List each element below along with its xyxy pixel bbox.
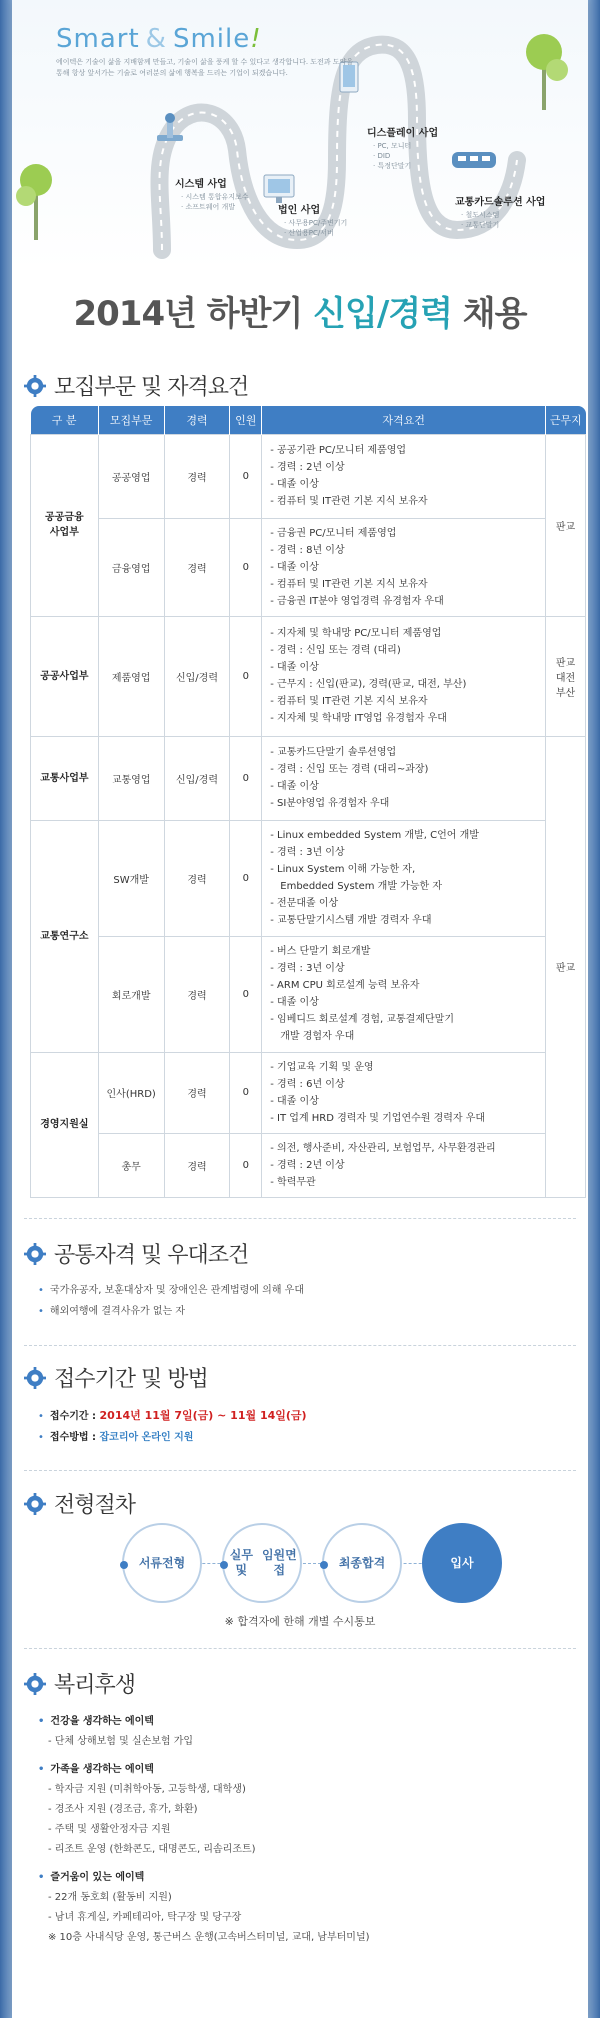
business-display: 디스플레이 사업 · PC, 모니터 · DID · 특정단말기 <box>367 128 439 170</box>
step-line: 실무 및 <box>229 1548 253 1577</box>
recruitment-page <box>12 0 588 2018</box>
count-cell: 0 <box>230 434 262 518</box>
category-cell <box>31 434 99 616</box>
section-apply-header <box>24 1362 208 1393</box>
section-title: 접수기간 및 방법 <box>54 1367 208 1392</box>
recruit-table <box>30 406 586 1198</box>
table-row <box>31 518 586 616</box>
dept-cell: 교통영업 <box>98 736 164 820</box>
location-line: 부산 <box>555 687 576 699</box>
table-row <box>31 434 586 518</box>
location-cell: 판교 <box>546 736 586 1197</box>
tree-icon-right <box>526 34 568 110</box>
section-common-header <box>24 1238 248 1269</box>
count-cell: 0 <box>230 518 262 616</box>
location-line: 대전 <box>555 672 576 684</box>
welfare-group-title: • 즐거움이 있는 에이텍 <box>38 1872 145 1883</box>
section-title: 복리후생 <box>54 1673 136 1698</box>
header-requirements: 자격요건 <box>262 406 546 434</box>
category-cell: 공공사업부 <box>31 616 99 736</box>
list-item: • 국가유공자, 보훈대상자 및 장애인은 관계법령에 의해 우대 <box>38 1285 304 1296</box>
section-welfare-header <box>24 1668 135 1699</box>
step-pin-icon <box>120 1561 128 1569</box>
dept-cell: SW개발 <box>98 820 164 936</box>
gear-icon <box>24 1673 46 1695</box>
apply-period: • 접수기간 : 2014년 11월 7일(금) ~ 11월 14일(금) <box>38 1409 307 1422</box>
table-row <box>31 820 586 936</box>
tree-icon-left <box>16 164 52 240</box>
business-corporate: 법인 사업 · 사무용PC/주변기기 · 산업용PC/서버 <box>278 205 348 237</box>
table-row <box>31 616 586 736</box>
career-cell: 경력 <box>164 434 230 518</box>
list-item: - 단체 상해보험 및 실손보험 가입 <box>48 1736 194 1747</box>
table-row <box>31 736 586 820</box>
list-item: ※ 10층 사내식당 운영, 통근버스 운행(고속버스터미널, 교대, 남부터미널) <box>48 1932 370 1943</box>
header-location: 근무지 <box>546 406 586 434</box>
dept-cell: 금융영업 <box>98 518 164 616</box>
career-cell: 경력 <box>164 1133 230 1197</box>
table-row <box>31 1052 586 1133</box>
category-cell: 교통연구소 <box>31 820 99 1052</box>
table-header-row <box>31 406 586 434</box>
requirements-cell: - 의전, 행사준비, 자산관리, 보험업무, 사무환경관리 - 경력 : 2년 이상 - 학력무관 <box>262 1133 546 1197</box>
count-cell: 0 <box>230 820 262 936</box>
section-title: 모집부문 및 자격요건 <box>54 375 249 400</box>
requirements-cell: - 공공기관 PC/모니터 제품영업 - 경력 : 2년 이상 - 대졸 이상 - 컴퓨터 및 IT관련 기본 지식 보유자 <box>262 434 546 518</box>
dept-cell: 공공영업 <box>98 434 164 518</box>
gear-icon <box>24 1493 46 1515</box>
hero-tagline: 에이텍은 기술이 삶을 지배함께 만들고, 기술이 삶을 풍케 할 수 있다고 생각합니다. 도전과 도약을 통해 항상 앞서가는 기술로 여러분의 삶에 행복을 드리는 기업이 되겠습니다. <box>56 58 354 77</box>
category-cell: 경영지원실 <box>31 1052 99 1197</box>
step-document-screening: 서류전형 <box>122 1523 202 1603</box>
list-item: - 리조트 운영 (한화콘도, 대명콘도, 리솜리조트) <box>48 1844 256 1855</box>
career-cell: 경력 <box>164 518 230 616</box>
page-title: 2014년 하반기 신입/경력 채용 <box>73 294 527 334</box>
location-line: 판교 <box>555 657 576 669</box>
business-transit-card: 교통카드솔루션 사업 · 철도시스템 · 교통단말기 <box>455 197 546 229</box>
location-cell: 판교 <box>546 434 586 616</box>
requirements-cell: - 지자체 및 학내망 PC/모니터 제품영업 - 경력 : 신입 또는 경력 (대리) - 대졸 이상 - 근무지 : 신입(판교), 경력(판교, 대전, 부산) - 컴퓨터 및 IT관련 기본 지식 보유자 - 지자체 및 학내망 IT영업 유경험자 우대 <box>262 616 546 736</box>
header-category: 구 분 <box>31 406 99 434</box>
step-pin-icon <box>220 1561 228 1569</box>
apply-method: • 접수방법 : 잡코리아 온라인 지원 <box>38 1432 194 1443</box>
process-steps <box>112 1518 512 1608</box>
count-cell: 0 <box>230 1052 262 1133</box>
gear-icon <box>24 375 46 397</box>
category-line: 사업부 <box>49 527 79 538</box>
count-cell: 0 <box>230 736 262 820</box>
list-item: - 경조사 지원 (경조금, 휴가, 화환) <box>48 1804 198 1815</box>
hero-brand: Smart & Smile! <box>56 24 262 54</box>
career-cell: 신입/경력 <box>164 736 230 820</box>
table-row <box>31 936 586 1052</box>
header-dept: 모집부문 <box>98 406 164 434</box>
requirements-cell: - Linux embedded System 개발, C언어 개발 - 경력 : 3년 이상 - Linux System 이해 가능한 자, Embedded System 개발 가능한 자 - 전문대졸 이상 - 교통단말기시스템 개발 경력자 우대 <box>262 820 546 936</box>
welfare-group-title: • 가족을 생각하는 에이텍 <box>38 1764 154 1775</box>
computer-icon <box>264 175 294 203</box>
career-cell: 경력 <box>164 936 230 1052</box>
count-cell: 0 <box>230 936 262 1052</box>
step-final-pass: 최종합격 <box>322 1523 402 1603</box>
process-note: ※ 합격자에 한해 개별 수시통보 <box>224 1615 376 1628</box>
hero-banner <box>12 0 588 270</box>
requirements-cell: - 교통카드단말기 솔루션영업 - 경력 : 신입 또는 경력 (대리~과장) - 대졸 이상 - SI분야영업 유경험자 우대 <box>262 736 546 820</box>
list-item: - 22개 동호회 (활동비 지원) <box>48 1892 172 1903</box>
count-cell: 0 <box>230 1133 262 1197</box>
dept-cell: 회로개발 <box>98 936 164 1052</box>
career-cell: 경력 <box>164 820 230 936</box>
requirements-cell: - 버스 단말기 회로개발 - 경력 : 3년 이상 - ARM CPU 회로설계 능력 보유자 - 대졸 이상 - 임베디드 회로설계 경험, 교통결제단말기 개발 경험자 우대 <box>262 936 546 1052</box>
dept-cell: 총무 <box>98 1133 164 1197</box>
section-process-header <box>24 1488 135 1519</box>
requirements-cell: - 기업교육 기획 및 운영 - 경력 : 6년 이상 - 대졸 이상 - IT 업계 HRD 경력자 및 기업연수원 경력자 우대 <box>262 1052 546 1133</box>
section-divider <box>24 1345 576 1346</box>
section-divider <box>24 1648 576 1649</box>
category-cell: 교통사업부 <box>31 736 99 820</box>
list-item: • 해외여행에 결격사유가 없는 자 <box>38 1306 186 1317</box>
header-count: 인원 <box>230 406 262 434</box>
section-recruit-header <box>24 370 248 401</box>
step-line: 임원면접 <box>261 1548 297 1577</box>
gear-icon <box>24 1367 46 1389</box>
career-cell: 경력 <box>164 1052 230 1133</box>
business-system: 시스템 사업 · 시스템 통합유지보수 · 소프트웨어 개발 <box>175 179 249 211</box>
step-interview <box>222 1523 302 1603</box>
location-cell <box>546 616 586 736</box>
header-career: 경력 <box>164 406 230 434</box>
apply-list <box>38 1405 307 1448</box>
dept-cell: 인사(HRD) <box>98 1052 164 1133</box>
welfare-list <box>38 1712 370 1948</box>
section-divider <box>24 1470 576 1471</box>
requirements-cell: - 금융권 PC/모니터 제품영업 - 경력 : 8년 이상 - 대졸 이상 - 컴퓨터 및 IT관련 기본 지식 보유자 - 금융권 IT분야 영업경력 유경험자 우대 <box>262 518 546 616</box>
dept-cell: 제품영업 <box>98 616 164 736</box>
step-join: 입사 <box>422 1523 502 1603</box>
section-title: 공통자격 및 우대조건 <box>54 1243 249 1268</box>
common-list <box>38 1280 304 1322</box>
welfare-group-title: • 건강을 생각하는 에이텍 <box>38 1716 154 1727</box>
step-pin-icon <box>320 1561 328 1569</box>
list-item: - 주택 및 생활안정자금 지원 <box>48 1824 171 1835</box>
count-cell: 0 <box>230 616 262 736</box>
career-cell: 신입/경력 <box>164 616 230 736</box>
list-item: - 남녀 휴게실, 카페테리아, 탁구장 및 당구장 <box>48 1912 242 1923</box>
table-row <box>31 1133 586 1197</box>
section-title: 전형절차 <box>54 1493 136 1518</box>
category-line: 공공금융 <box>45 512 84 523</box>
gear-icon <box>24 1243 46 1265</box>
train-icon <box>452 152 496 168</box>
section-divider <box>24 1218 576 1219</box>
list-item: - 학자금 지원 (미취학아동, 고등학생, 대학생) <box>48 1784 246 1795</box>
